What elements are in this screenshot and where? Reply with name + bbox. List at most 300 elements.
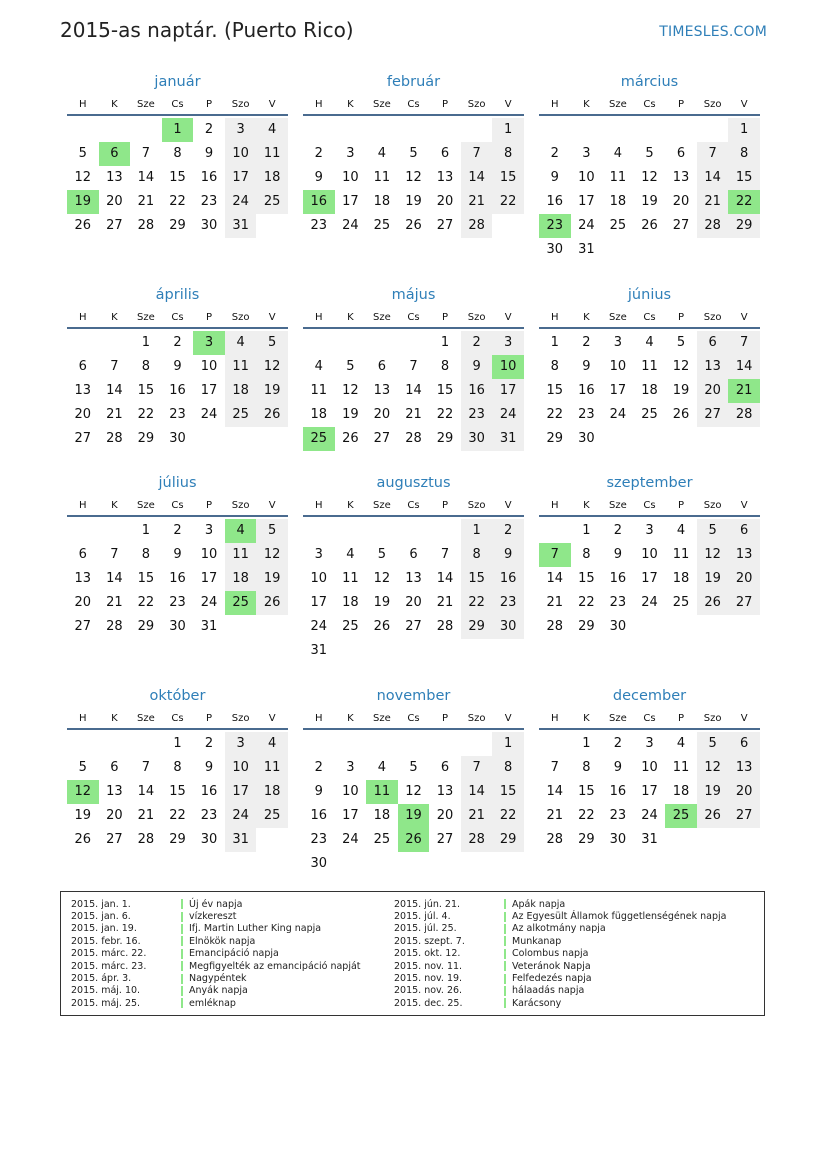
legend-holiday-name: Nagypéntek <box>189 973 247 985</box>
weekday-label: K <box>347 712 354 724</box>
day-cell: 2 <box>550 146 559 161</box>
day-cell: 19 <box>405 194 422 209</box>
legend-marker <box>504 961 506 971</box>
day-cell: 8 <box>173 146 182 161</box>
day-cell: 3 <box>314 547 323 562</box>
day-cell: 12 <box>697 756 729 780</box>
weekday-label: Sze <box>137 712 155 724</box>
day-cell: 30 <box>169 431 186 446</box>
holiday-day-cell: 19 <box>67 190 99 214</box>
day-cell: 7 <box>440 547 450 562</box>
day-cell: 9 <box>582 359 591 374</box>
empty-cell <box>697 118 729 142</box>
holiday-day-cell: 26 <box>398 828 430 852</box>
legend-row <box>71 910 361 922</box>
day-cell: 6 <box>440 146 450 161</box>
legend-date: 2015. jan. 6. <box>71 911 131 923</box>
day-cell: 22 <box>461 591 493 615</box>
legend-row <box>71 997 361 1009</box>
day-cell: 31 <box>225 828 257 852</box>
day-cell: 25 <box>256 190 288 214</box>
day-cell: 1 <box>492 118 524 142</box>
day-cell: 30 <box>200 832 218 847</box>
month-calendar <box>303 686 524 876</box>
day-cell: 7 <box>141 146 151 161</box>
day-cell: 2 <box>204 736 214 751</box>
month-calendar <box>67 473 288 639</box>
day-cell: 24 <box>641 808 658 823</box>
day-cell: 27 <box>436 218 454 233</box>
day-cell: 19 <box>373 595 391 610</box>
weekday-label: V <box>504 712 512 724</box>
day-cell: 23 <box>578 407 595 422</box>
day-cell: 9 <box>204 760 214 775</box>
day-cell: 12 <box>697 543 729 567</box>
empty-cell <box>67 519 99 543</box>
day-cell: 15 <box>578 571 595 586</box>
day-cell: 2 <box>173 335 182 350</box>
empty-cell <box>539 519 571 543</box>
empty-cell <box>366 519 398 543</box>
day-cell: 21 <box>436 595 454 610</box>
brand-link[interactable]: TIMESLES.COM <box>659 24 767 40</box>
legend-date: 2015. ápr. 3. <box>71 973 132 985</box>
day-cell: 16 <box>461 379 493 403</box>
day-cell: 28 <box>546 619 564 634</box>
holiday-day-cell: 11 <box>366 780 398 804</box>
holiday-legend <box>60 891 765 1016</box>
legend-row <box>394 997 726 1009</box>
legend-marker <box>504 924 506 934</box>
holiday-day-cell: 25 <box>665 804 697 828</box>
weekday-label: V <box>740 98 748 110</box>
empty-cell <box>429 519 461 543</box>
legend-marker <box>181 961 183 971</box>
weekday-label: K <box>111 98 118 110</box>
day-cell: 5 <box>409 146 418 161</box>
day-cell: 28 <box>137 832 155 847</box>
day-cell: 10 <box>225 756 257 780</box>
day-cell: 29 <box>169 218 186 233</box>
day-cell: 19 <box>641 194 658 209</box>
weekday-label: Szo <box>231 712 250 724</box>
weekday-label: H <box>79 98 87 110</box>
day-cell: 16 <box>200 784 218 799</box>
day-cell: 20 <box>697 379 729 403</box>
day-cell: 4 <box>314 359 323 374</box>
empty-cell <box>461 732 493 756</box>
day-cell: 24 <box>609 407 627 422</box>
day-cell: 13 <box>697 355 729 379</box>
weekday-label: P <box>442 311 449 323</box>
legend-date: 2015. febr. 16. <box>71 935 141 947</box>
day-cell: 18 <box>373 194 391 209</box>
day-cell: 8 <box>728 142 760 166</box>
day-cell: 3 <box>346 760 355 775</box>
legend-marker <box>181 912 183 922</box>
weekday-label: H <box>79 499 87 511</box>
day-cell: 26 <box>697 591 729 615</box>
empty-cell <box>429 118 461 142</box>
month-name: december <box>612 688 687 704</box>
day-cell: 16 <box>546 194 564 209</box>
day-cell: 2 <box>314 146 323 161</box>
holiday-day-cell: 21 <box>728 379 760 403</box>
day-cell: 30 <box>310 856 328 871</box>
empty-cell <box>130 118 162 142</box>
day-cell: 27 <box>728 804 760 828</box>
day-cell: 29 <box>169 832 186 847</box>
day-cell: 27 <box>74 619 92 634</box>
day-grid <box>67 732 288 852</box>
day-cell: 26 <box>405 218 422 233</box>
day-cell: 10 <box>225 142 257 166</box>
day-cell: 23 <box>310 832 328 847</box>
day-cell: 4 <box>613 146 623 161</box>
day-cell: 20 <box>106 194 123 209</box>
day-cell: 7 <box>141 760 151 775</box>
day-cell: 5 <box>409 760 418 775</box>
day-grid <box>67 331 288 451</box>
day-cell: 13 <box>373 383 391 398</box>
day-cell: 26 <box>74 832 92 847</box>
day-cell: 21 <box>405 407 422 422</box>
empty-cell <box>366 331 398 355</box>
day-cell: 9 <box>550 170 559 185</box>
weekday-label: K <box>111 311 118 323</box>
day-cell: 19 <box>697 780 729 804</box>
legend-row <box>394 985 726 997</box>
day-cell: 12 <box>641 170 658 185</box>
legend-date: 2015. szept. 7. <box>394 935 465 947</box>
day-cell: 13 <box>436 170 454 185</box>
day-cell: 17 <box>310 595 328 610</box>
day-cell: 28 <box>137 218 155 233</box>
weekday-header <box>67 495 288 517</box>
weekday-label: Szo <box>703 98 722 110</box>
day-cell: 24 <box>225 804 257 828</box>
day-cell: 18 <box>641 383 658 398</box>
empty-cell <box>539 732 571 756</box>
day-cell: 20 <box>405 595 422 610</box>
day-cell: 9 <box>492 543 524 567</box>
day-cell: 17 <box>492 379 524 403</box>
day-cell: 26 <box>373 619 391 634</box>
legend-holiday-name: Elnökök napja <box>189 935 256 947</box>
weekday-label: P <box>442 712 449 724</box>
legend-date: 2015. júl. 4. <box>394 911 451 923</box>
weekday-label: Cs <box>407 311 420 323</box>
weekday-label: Sze <box>373 311 391 323</box>
day-cell: 2 <box>582 335 591 350</box>
day-cell: 2 <box>613 736 623 751</box>
weekday-label: Szo <box>231 98 250 110</box>
legend-row <box>71 923 361 935</box>
day-cell: 11 <box>256 142 288 166</box>
day-cell: 20 <box>672 194 690 209</box>
weekday-header <box>539 307 760 329</box>
day-cell: 30 <box>492 615 524 639</box>
day-cell: 10 <box>200 547 218 562</box>
empty-cell <box>398 331 430 355</box>
legend-date: 2015. jan. 19. <box>71 923 137 935</box>
day-cell: 6 <box>78 359 87 374</box>
legend-holiday-name: vízkereszt <box>189 911 237 923</box>
weekday-label: V <box>740 499 748 511</box>
holiday-day-cell: 23 <box>539 214 571 238</box>
day-cell: 3 <box>346 146 355 161</box>
day-cell: 14 <box>728 355 760 379</box>
day-cell: 15 <box>492 166 524 190</box>
day-cell: 23 <box>609 595 627 610</box>
day-cell: 22 <box>492 190 524 214</box>
legend-date: 2015. nov. 26. <box>394 985 463 997</box>
day-cell: 28 <box>461 214 493 238</box>
day-cell: 27 <box>672 218 690 233</box>
day-cell: 28 <box>546 832 564 847</box>
day-cell: 12 <box>405 784 422 799</box>
month-calendar <box>67 686 288 852</box>
legend-row <box>394 972 726 984</box>
day-cell: 3 <box>225 732 257 756</box>
day-cell: 21 <box>106 407 123 422</box>
day-cell: 12 <box>256 543 288 567</box>
day-grid <box>67 519 288 639</box>
day-cell: 12 <box>405 170 422 185</box>
day-cell: 7 <box>550 760 559 775</box>
holiday-day-cell: 3 <box>193 331 225 355</box>
legend-holiday-name: Az alkotmány napja <box>512 923 606 935</box>
day-cell: 1 <box>550 335 559 350</box>
day-cell: 10 <box>578 170 595 185</box>
day-grid <box>303 732 524 876</box>
day-cell: 22 <box>137 595 155 610</box>
weekday-label: Sze <box>609 311 627 323</box>
day-cell: 30 <box>609 619 627 634</box>
holiday-day-cell: 4 <box>225 519 257 543</box>
month-calendar <box>539 285 760 451</box>
legend-row <box>71 972 361 984</box>
day-cell: 29 <box>578 832 595 847</box>
day-cell: 4 <box>377 146 387 161</box>
legend-holiday-name: Ifj. Martin Luther King napja <box>189 923 322 935</box>
day-cell: 17 <box>200 571 218 586</box>
weekday-label: Szo <box>467 98 486 110</box>
legend-marker <box>181 998 183 1008</box>
legend-holiday-name: Karácsony <box>512 997 562 1009</box>
weekday-label: K <box>583 712 590 724</box>
weekday-label: H <box>551 311 559 323</box>
day-cell: 31 <box>641 832 658 847</box>
day-cell: 22 <box>436 407 454 422</box>
empty-cell <box>335 732 367 756</box>
day-cell: 13 <box>106 784 123 799</box>
day-cell: 22 <box>169 808 186 823</box>
day-grid <box>303 118 524 238</box>
day-cell: 11 <box>310 383 328 398</box>
holiday-day-cell: 12 <box>67 780 99 804</box>
month-name: október <box>149 688 206 704</box>
legend-marker <box>181 949 183 959</box>
weekday-label: P <box>442 499 449 511</box>
day-cell: 20 <box>373 407 391 422</box>
day-cell: 28 <box>106 619 123 634</box>
weekday-label: K <box>347 98 354 110</box>
day-cell: 8 <box>550 359 559 374</box>
day-cell: 28 <box>697 214 729 238</box>
day-cell: 6 <box>440 760 450 775</box>
day-cell: 27 <box>373 431 391 446</box>
legend-row <box>394 948 726 960</box>
day-cell: 21 <box>106 595 123 610</box>
legend-column-right <box>394 898 726 1010</box>
day-cell: 3 <box>645 523 654 538</box>
empty-cell <box>99 118 131 142</box>
legend-row <box>71 898 361 910</box>
weekday-label: Cs <box>171 311 184 323</box>
empty-cell <box>67 732 99 756</box>
day-cell: 24 <box>492 403 524 427</box>
legend-row <box>394 898 726 910</box>
day-cell: 15 <box>436 383 454 398</box>
legend-column-left <box>71 898 361 1010</box>
day-cell: 6 <box>377 359 387 374</box>
day-cell: 27 <box>405 619 422 634</box>
day-cell: 27 <box>106 218 123 233</box>
day-cell: 10 <box>310 571 328 586</box>
weekday-label: K <box>347 311 354 323</box>
holiday-day-cell: 22 <box>728 190 760 214</box>
day-cell: 19 <box>74 808 92 823</box>
holiday-day-cell: 1 <box>162 118 194 142</box>
day-cell: 20 <box>728 567 760 591</box>
day-cell: 13 <box>74 383 92 398</box>
day-cell: 19 <box>342 407 359 422</box>
day-cell: 1 <box>173 736 182 751</box>
day-cell: 28 <box>461 828 493 852</box>
legend-holiday-name: Emancipáció napja <box>189 948 279 960</box>
day-grid <box>539 519 760 639</box>
weekday-header <box>67 708 288 730</box>
weekday-label: P <box>206 311 213 323</box>
weekday-label: Sze <box>609 499 627 511</box>
day-cell: 7 <box>409 359 418 374</box>
day-cell: 16 <box>200 170 218 185</box>
day-cell: 22 <box>492 804 524 828</box>
weekday-label: V <box>504 499 512 511</box>
day-cell: 10 <box>342 784 359 799</box>
day-cell: 29 <box>492 828 524 852</box>
day-cell: 2 <box>204 122 214 137</box>
day-cell: 17 <box>225 166 257 190</box>
empty-cell <box>99 519 131 543</box>
empty-cell <box>303 732 335 756</box>
day-cell: 26 <box>672 407 690 422</box>
weekday-label: Szo <box>467 311 486 323</box>
day-cell: 12 <box>256 355 288 379</box>
day-cell: 4 <box>676 736 686 751</box>
day-cell: 14 <box>106 571 123 586</box>
empty-cell <box>335 519 367 543</box>
day-cell: 9 <box>314 784 323 799</box>
day-cell: 13 <box>436 784 454 799</box>
day-cell: 8 <box>582 547 591 562</box>
day-cell: 21 <box>461 804 493 828</box>
day-cell: 29 <box>137 431 155 446</box>
weekday-label: Szo <box>231 499 250 511</box>
month-calendar <box>303 285 524 451</box>
weekday-label: K <box>583 499 590 511</box>
month-name: szeptember <box>606 475 693 491</box>
day-cell: 2 <box>461 331 493 355</box>
day-cell: 1 <box>461 519 493 543</box>
day-cell: 18 <box>342 595 359 610</box>
day-cell: 4 <box>645 335 654 350</box>
day-grid <box>539 732 760 852</box>
day-cell: 7 <box>110 547 119 562</box>
weekday-label: Sze <box>373 499 391 511</box>
legend-date: 2015. máj. 10. <box>71 985 141 997</box>
legend-row <box>394 923 726 935</box>
day-cell: 4 <box>346 547 355 562</box>
legend-row <box>71 948 361 960</box>
empty-cell <box>398 519 430 543</box>
day-cell: 22 <box>169 194 186 209</box>
legend-marker <box>504 936 506 946</box>
day-cell: 23 <box>169 595 186 610</box>
day-cell: 5 <box>78 760 87 775</box>
legend-row <box>71 935 361 947</box>
empty-cell <box>602 118 634 142</box>
weekday-header <box>67 307 288 329</box>
day-cell: 16 <box>310 808 328 823</box>
day-cell: 11 <box>672 547 690 562</box>
day-cell: 28 <box>728 403 760 427</box>
weekday-label: P <box>206 712 213 724</box>
day-cell: 31 <box>225 214 257 238</box>
day-cell: 17 <box>342 808 359 823</box>
day-cell: 24 <box>578 218 595 233</box>
weekday-label: Sze <box>373 98 391 110</box>
weekday-label: Szo <box>467 499 486 511</box>
weekday-label: H <box>79 311 87 323</box>
day-cell: 25 <box>225 403 257 427</box>
day-cell: 14 <box>405 383 422 398</box>
legend-holiday-name: Anyák napja <box>189 985 248 997</box>
weekday-header <box>303 307 524 329</box>
empty-cell <box>335 118 367 142</box>
weekday-label: P <box>678 311 685 323</box>
legend-marker <box>181 936 183 946</box>
month-calendar <box>67 285 288 451</box>
weekday-label: P <box>678 98 685 110</box>
day-cell: 2 <box>613 523 623 538</box>
day-cell: 30 <box>169 619 186 634</box>
day-cell: 14 <box>106 383 123 398</box>
day-cell: 25 <box>256 804 288 828</box>
day-cell: 4 <box>676 523 686 538</box>
day-cell: 23 <box>609 808 627 823</box>
day-cell: 3 <box>225 118 257 142</box>
day-cell: 8 <box>141 547 151 562</box>
holiday-day-cell: 19 <box>398 804 430 828</box>
weekday-header <box>67 94 288 116</box>
weekday-label: V <box>504 98 512 110</box>
day-cell: 8 <box>440 359 450 374</box>
weekday-label: K <box>583 98 590 110</box>
day-cell: 7 <box>697 142 729 166</box>
day-cell: 29 <box>546 431 564 446</box>
